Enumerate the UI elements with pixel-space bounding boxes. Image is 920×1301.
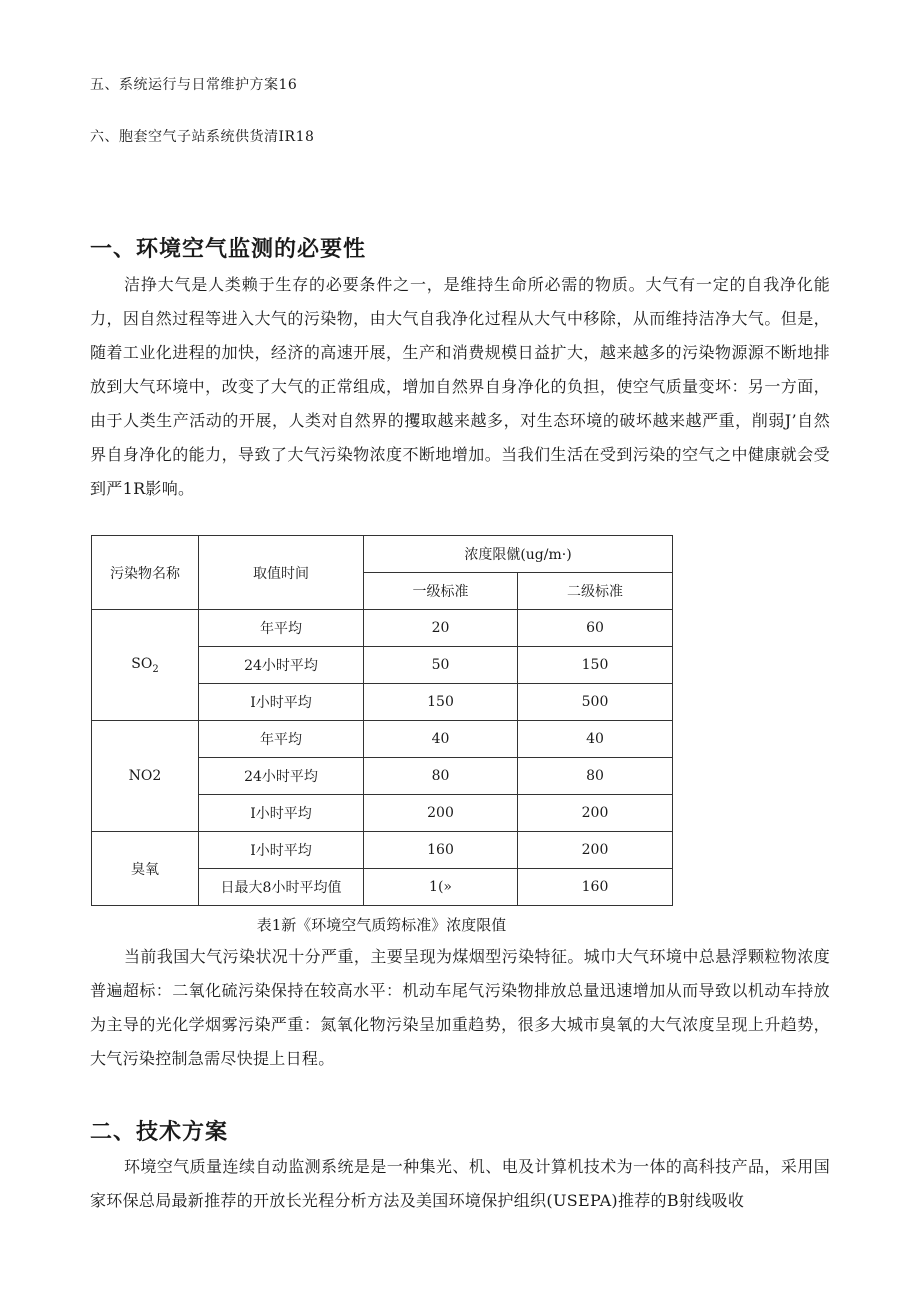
grade2-cell: 60 [518,610,673,647]
section1-heading: 一、环境空气监测的必要性 [90,237,367,262]
header-limit: 浓度限僦(ug/m·) [364,536,673,573]
header-grade2: 二级标准 [518,573,673,610]
grade2-cell: 500 [518,684,673,721]
header-period: 取值时间 [199,536,364,610]
period-cell: I小时平均 [199,795,364,832]
grade2-cell: 160 [518,869,673,906]
toc-item-5: 五、系统运行与日常维护方案16 [90,77,298,93]
period-cell: I小时平均 [199,832,364,869]
header-grade1: 一级标准 [364,573,518,610]
pollutant-name: SO [131,655,153,672]
section2-paragraph-1: 环境空气质量连续自动监测系统是是一种集光、机、电及计算机技术为一体的高科技产品，采用国家环保总局最新推荐的开放长光程分析方法及美国环境保护组织(USEPA)推荐的B射线吸收 [90,1157,830,1210]
pollutant-so2 [92,610,199,721]
grade2-cell: 200 [518,832,673,869]
period-cell: 24小时平均 [199,647,364,684]
header-pollutant: 污染物名称 [92,536,199,610]
grade1-cell: 200 [364,795,518,832]
grade1-cell: 80 [364,758,518,795]
toc-item-6: 六、胞套空气子站系统供货清IR18 [90,129,315,145]
table-caption: 表1新《环境空气质筠标准》浓度限值 [256,916,507,934]
period-cell: 年平均 [199,610,364,647]
grade2-cell: 200 [518,795,673,832]
table-row [92,610,673,647]
section1-paragraph-1: 洁挣大气是人类赖于生存的必要条件之一，是维持生命所必需的物质。大气有一定的自我净化能力，因自然过程等进入大气的污染物，由大气自我净化过程从大气中移除，从而维持洁净大气。但是，随着工业化进程的加快，经济的高速开展，生产和消费规模日益扩大，越来越多的污染物源源不断地排放到大气环境中，改变了大气的正常组成，增加自然界自身净化的负担，使空气质量变坏：另一方面，由于人类生产活动的开展，人类对自然界的攫取越来越多，对生态环境的破坏越来越严重，削弱J’自然界自身净化的能力，导致了大气污染物浓度不断地增加。当我们生活在受到污染的空气之中健康就会受到严1R影响。 [90,275,830,498]
grade1-cell: 40 [364,721,518,758]
section2-heading: 二、技术方案 [90,1120,229,1145]
grade1-cell: 20 [364,610,518,647]
table-row [92,832,673,869]
grade1-cell: 150 [364,684,518,721]
concentration-limits-table [91,535,673,906]
grade1-cell: 160 [364,832,518,869]
grade2-cell: 150 [518,647,673,684]
grade1-cell: 50 [364,647,518,684]
period-cell: 24小时平均 [199,758,364,795]
grade2-cell: 80 [518,758,673,795]
period-cell: I小时平均 [199,684,364,721]
grade1-cell: 1(» [364,869,518,906]
period-cell: 日最大8小时平均值 [199,869,364,906]
grade2-cell: 40 [518,721,673,758]
pollutant-subscript: 2 [152,663,159,675]
period-cell: 年平均 [199,721,364,758]
table-header-row [92,536,673,573]
pollutant-no2: NO2 [92,721,199,832]
pollutant-ozone: 臭氧 [92,832,199,906]
table-row [92,721,673,758]
section1-paragraph-2: 当前我国大气污染状况十分严重，主要呈现为煤烟型污染特征。城巾大气环境中总悬浮颗粒物浓度普遍超标：二氧化硫污染保持在较高水平：机动车尾气污染物排放总量迅速增加从而导致以机动车持放为主导的光化学烟雾污染严重：氮氧化物污染呈加重趋势，很多大城市臭氧的大气浓度呈现上升趋势，大气污染控制急需尽快提上日程。 [90,947,830,1068]
